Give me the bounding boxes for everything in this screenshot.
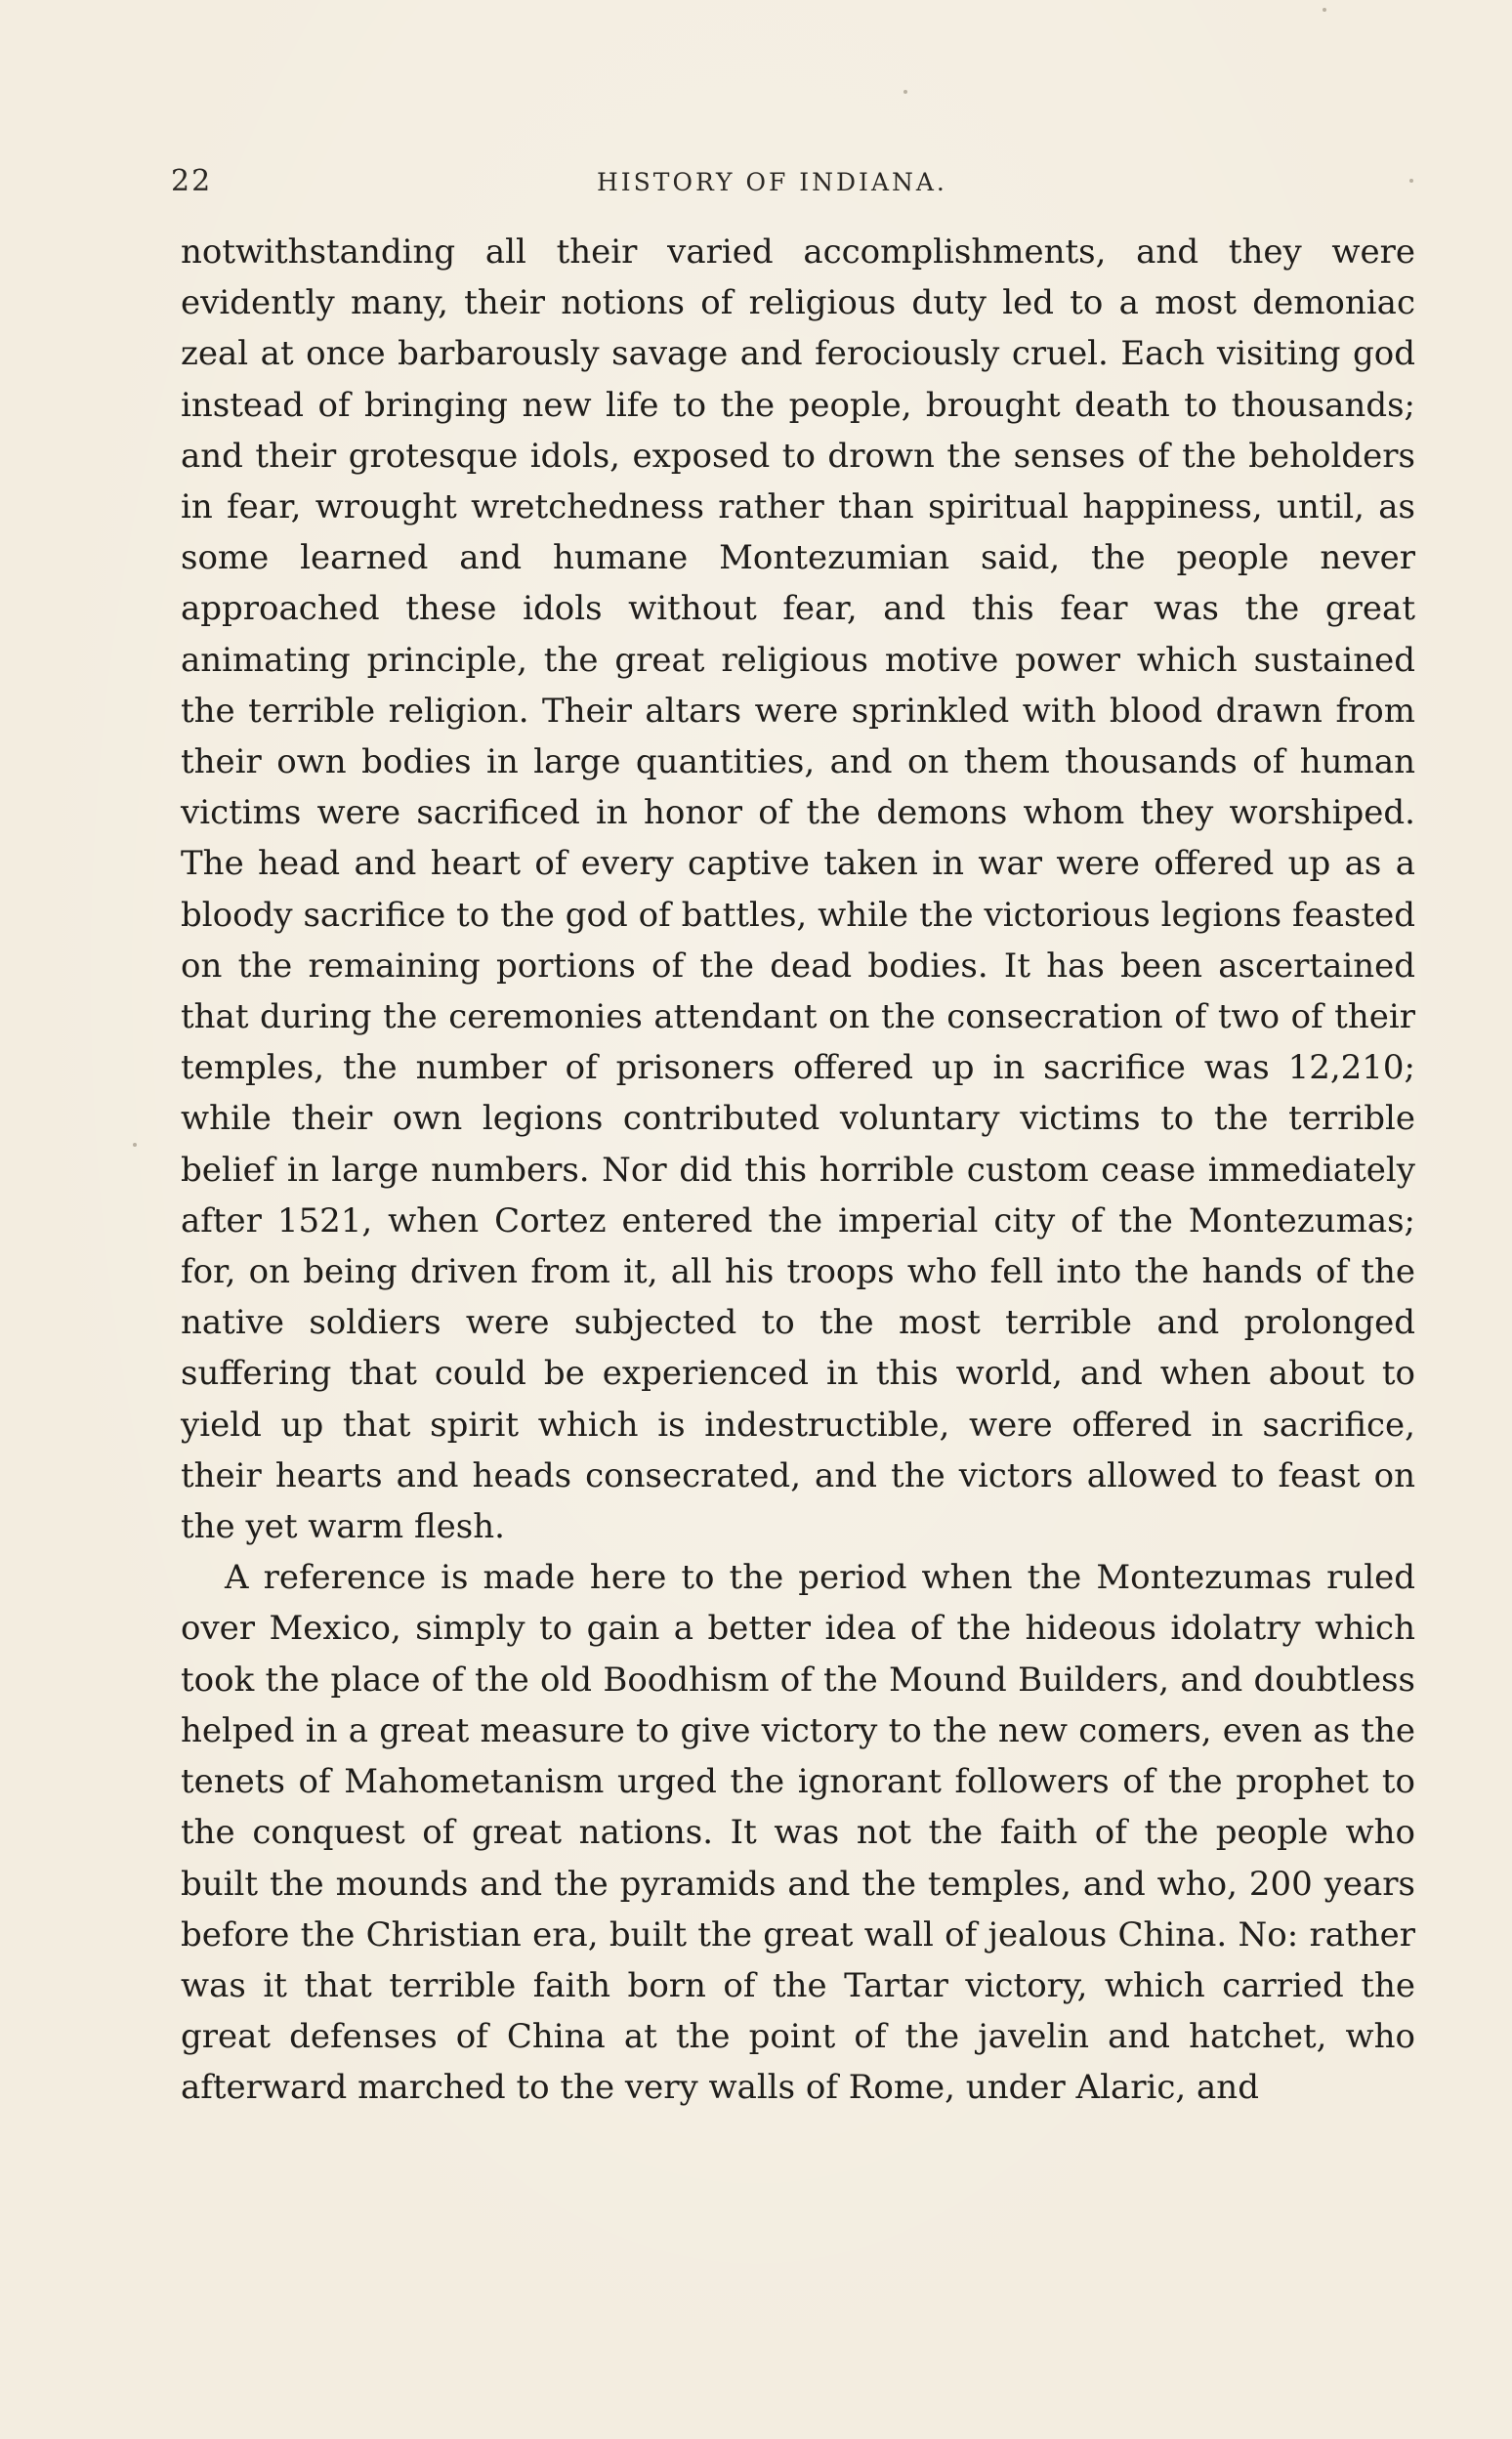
- paper-speck: [133, 1143, 137, 1147]
- body-text: [181, 227, 1415, 2114]
- running-title: HISTORY OF INDIANA.: [597, 168, 947, 196]
- paper-speck: [903, 90, 907, 94]
- paragraph-2: A reference is made here to the period when the Montezumas ruled over Mexico, simply to gain a better idea of the hideous idolatry which took the place of the old Boodhism of the Mound Builders, and doubtless helped in a great measure to give victory to the new comers, even as the tenets of Mahometanism urged the ignorant followers of the prophet to the conquest of great nations. It was not the faith of the people who built the mounds and the pyramids and the temples, and who, 200 years before the Christian era, built the great wall of jealous China. No: rather was it that terrible faith born of the Tartar victory, which carried the great defenses of China at the point of the javelin and hatchet, who afterward marched to the very walls of Rome, under Alaric, and: [181, 1558, 1415, 2108]
- page-header: [171, 164, 1421, 203]
- paper-speck: [1323, 8, 1326, 12]
- paragraph-1: notwithstanding all their varied accomplishments, and they were evidently many, their notions of religious duty led to a most demoniac zeal at once barbarously savage and ferociously cruel. Each visiting god instead of bringing new life to the people, brought death to thousands; and their grotesque idols, exposed to drown the senses of the beholders in fear, wrought wretchedness rather than spiritual happiness, until, as some learned and humane Montezumian said, the people never approached these idols without fear, and this fear was the great animating principle, the great religious motive power which sustained the terrible religion. Their altars were sprinkled with blood drawn from their own bodies in large quantities, and on them thousands of human victims were sacrificed in honor of the demons whom they worshiped. The head and heart of every captive taken in war were offered up as a bloody sacrifice to the god of battles, while the victorious legions feasted on the remaining portions of the dead bodies. It has been ascertained that during the ceremonies attendant on the consecration of two of their temples, the number of prisoners offered up in sacrifice was 12,210; while their own legions contributed voluntary victims to the terrible belief in large numbers. Nor did this horrible custom cease immediately after 1521, when Cortez entered the imperial city of the Montezumas; for, on being driven from it, all his troops who fell into the hands of the native soldiers were subjected to the most terrible and prolonged suffering that could be experienced in this world, and when about to yield up that spirit which is indestructible, were offered in sacrifice, their hearts and heads consecrated, and the victors allowed to feast on the yet warm flesh.: [181, 232, 1415, 1547]
- page-number: 22: [171, 164, 213, 198]
